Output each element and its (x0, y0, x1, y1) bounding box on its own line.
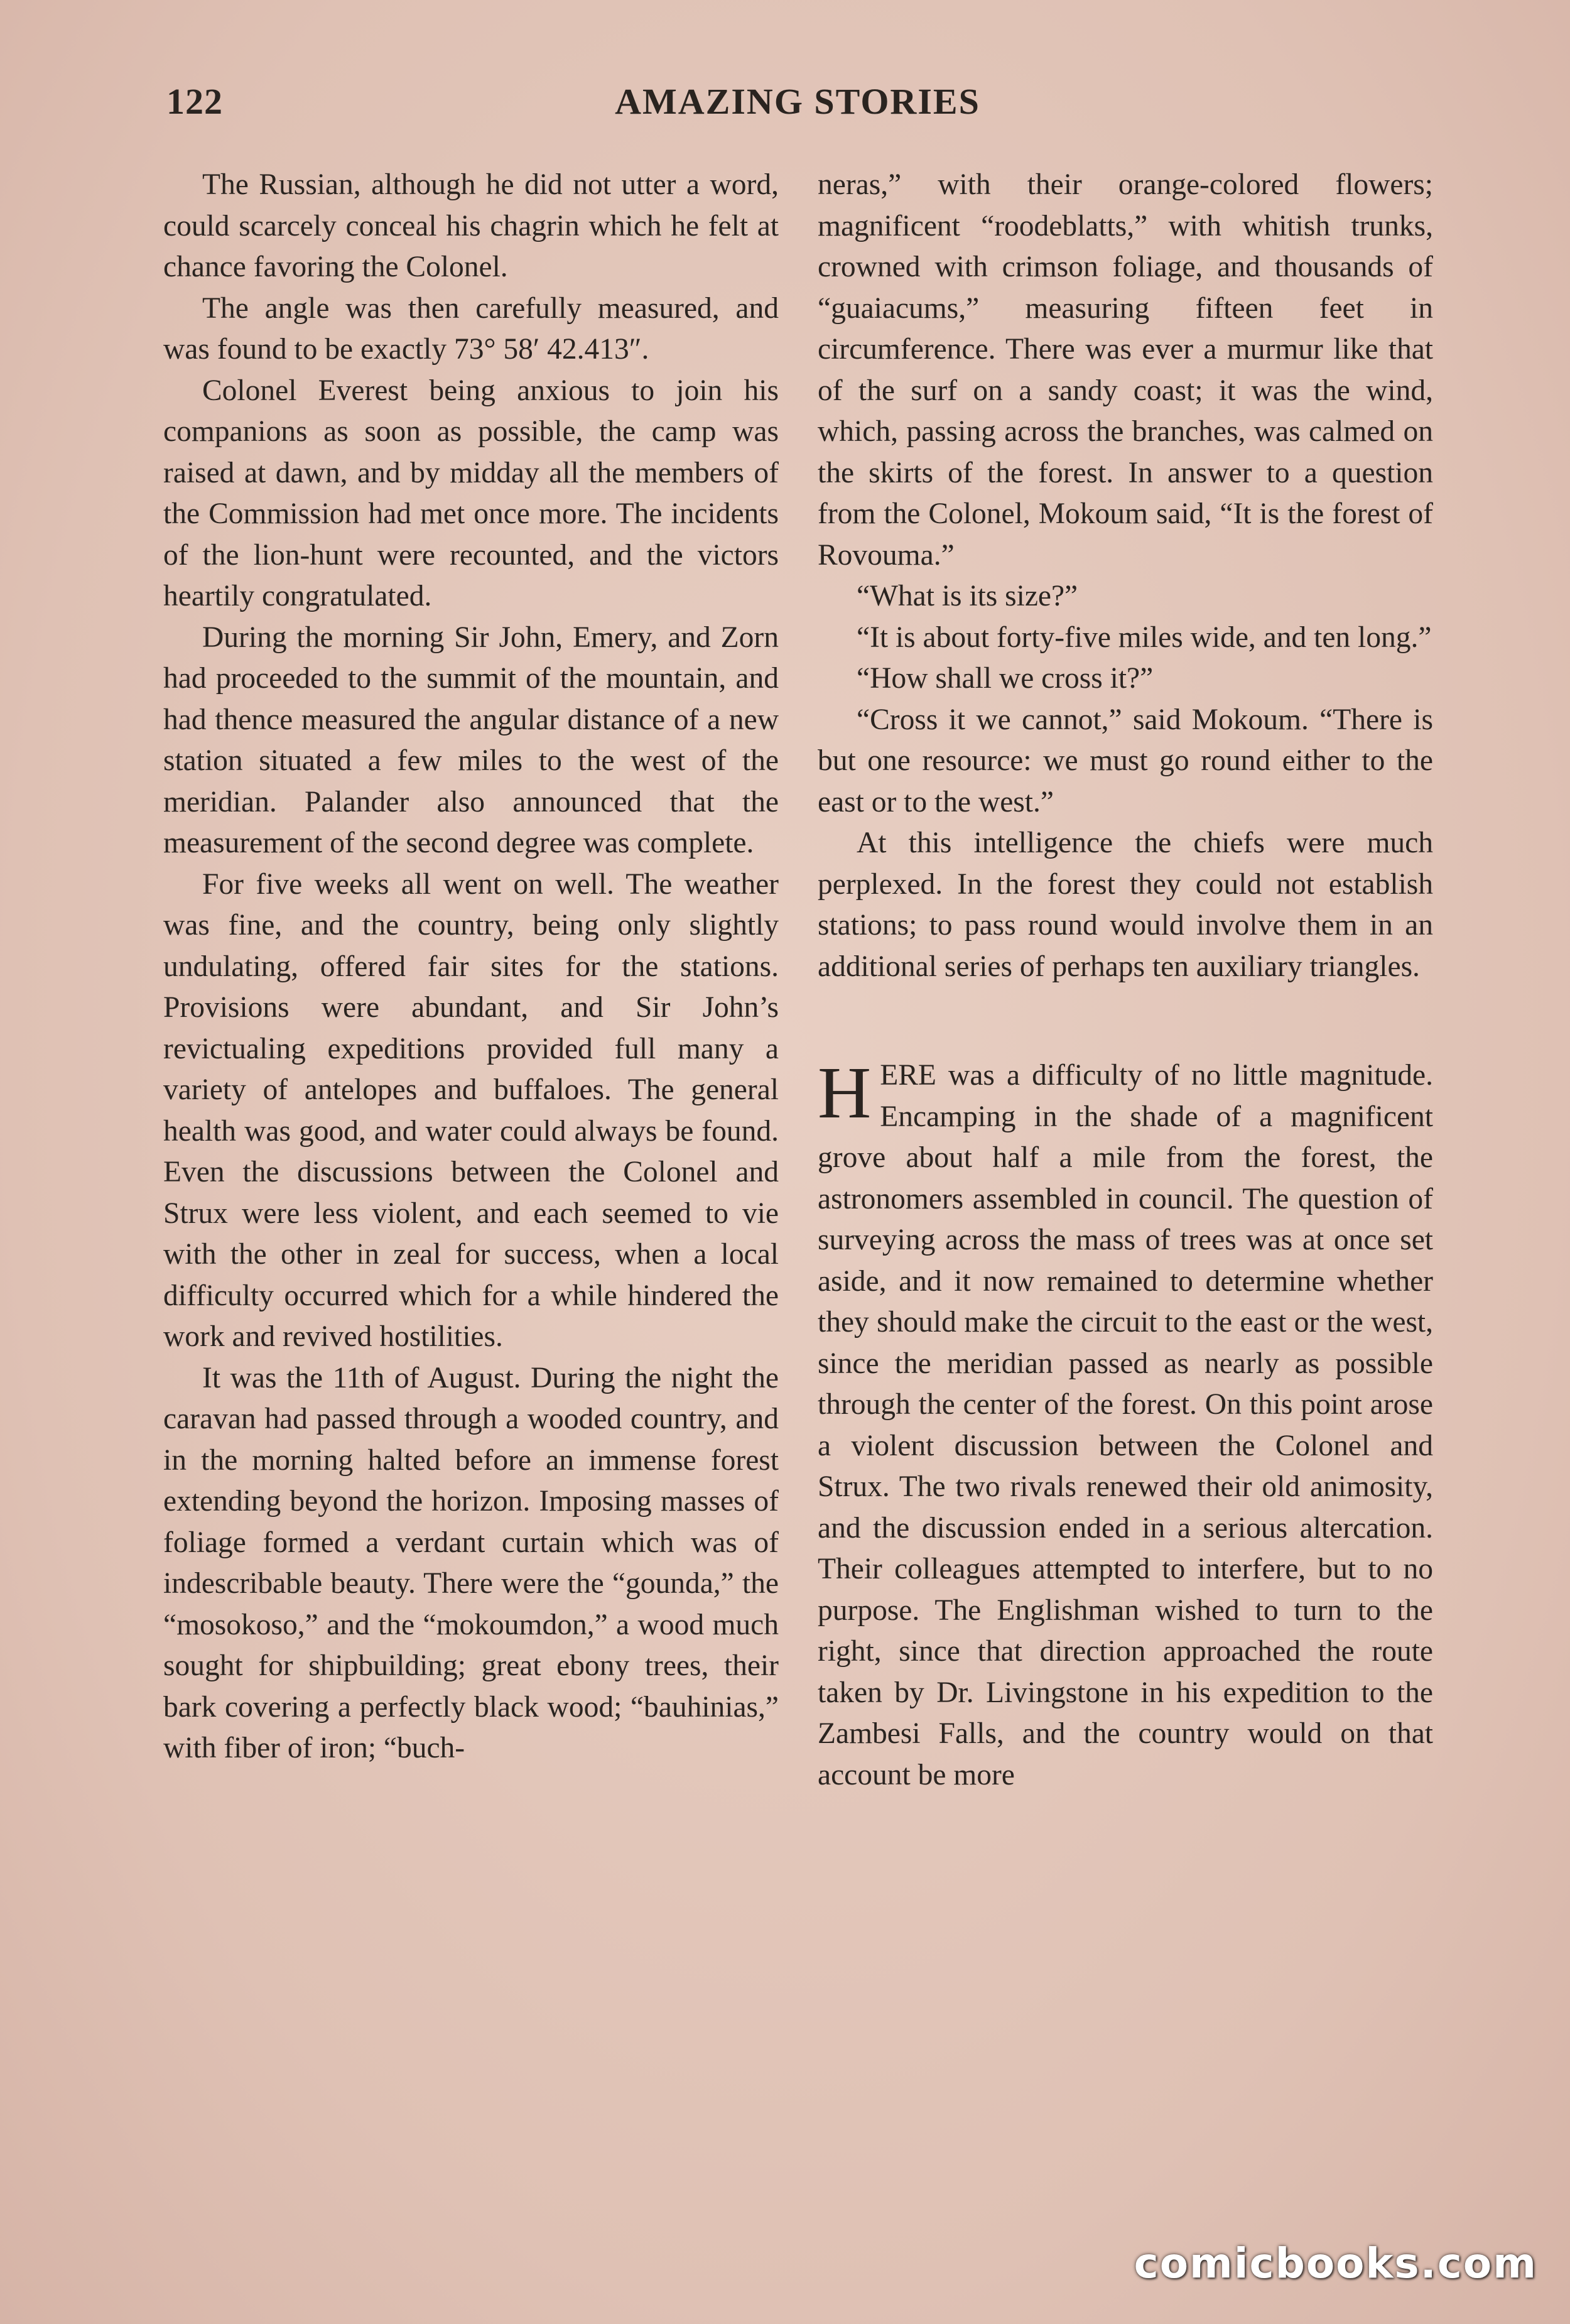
drop-cap: H (818, 1051, 872, 1134)
right-column (818, 165, 1433, 1796)
left-column (163, 165, 779, 1769)
paragraph: At this intelligence the chiefs were much perplexed. In the forest they could not establish stations; to pass round would involve them in an additional series of perhaps ten auxiliary triangles. (818, 827, 1433, 983)
watermark: comicbooks.com (1134, 2239, 1537, 2288)
paragraph: The Russian, although he did not utter a word, could scarcely conceal his chagrin which he felt at chance favoring the Colonel. (163, 168, 779, 283)
page-number: 122 (166, 81, 223, 122)
section-break (818, 987, 1433, 1055)
paragraph: The angle was then carefully measured, and was found to be exactly 73° 58′ 42.413″. (163, 291, 779, 366)
paragraph: “What is its size?” (857, 580, 1078, 612)
paragraph: It was the 11th of August. During the night the caravan had passed through a wooded country, and in the morning halted before an immense forest extending beyond the horizon. Imposing masses of foliage formed a verdant curtain which was of indescribable beauty. There were the “gounda,” the “mosokoso,” and the “mokoumdon,” a wood much sought for shipbuilding; great ebony trees, their bark covering a perfectly black wood; “bauhinias,” with fiber of iron; “buch- (163, 1361, 779, 1764)
section-text: ERE was a difficulty of no little magnitude. Encamping in the shade of a magnificent grove about half a mile from the forest, the astronomers assembled in council. The question of surveying across the mass of trees was at once set aside, and it now remained to determine whether they should make the circuit to the east or the west, since the meridian passed as nearly as possible through the center of the forest. On this point arose a violent discussion between the Colonel and Strux. The two rivals renewed their old animosity, and the discussion ended in a serious altercation. Their colleagues attempted to interfere, but to no purpose. The Englishman wished to turn to the right, since that direction approached the route taken by Dr. Livingstone in his expedition to the Zambesi Falls, and the country would on that account be more (818, 1059, 1433, 1791)
paragraph: “Cross it we cannot,” said Mokoum. “There is but one resource: we must go round either to the east or to the west.” (818, 703, 1433, 818)
paragraph: During the morning Sir John, Emery, and Zorn had proceeded to the summit of the mountain, and had thence measured the angular distance of a new station situated a few miles to the west of the meridian. Palander also announced that the measurement of the second degree was complete. (163, 621, 779, 859)
paragraph: “It is about forty-five miles wide, and ten long.” (857, 621, 1432, 654)
page-header (166, 80, 1429, 131)
section-paragraph (818, 1051, 1433, 1796)
paragraph-continuation: neras,” with their orange-colored flowers; magnificent “roodeblatts,” with whitish trunks, crowned with crimson foliage, and thousands of “guaiacums,” measuring fifteen feet in circumference. There was ever a murmur like that of the surf on a sandy coast; it was the wind, which, passing across the branches, was calmed on the skirts of the forest. In answer to a question from the Colonel, Mokoum said, “It is the forest of Rovouma.” (818, 168, 1433, 572)
paragraph: “How shall we cross it?” (857, 662, 1154, 695)
paragraph: Colonel Everest being anxious to join his companions as soon as possible, the camp was raised at dawn, and by midday all the members of the Commission had met once more. The incidents of the lion-hunt were recounted, and the victors heartily congratulated. (163, 374, 779, 612)
paragraph: For five weeks all went on well. The weather was fine, and the country, being only slightly undulating, offered fair sites for the stations. Provisions were abundant, and Sir John’s revictualing expeditions provided full many a variety of antelopes and buffaloes. The general health was good, and water could always be found. Even the discussions between the Colonel and Strux were less violent, and each seemed to vie with the other in zeal for success, when a local difficulty occurred which for a while hindered the work and revived hostilities. (163, 867, 779, 1353)
magazine-title: AMAZING STORIES (615, 81, 980, 122)
